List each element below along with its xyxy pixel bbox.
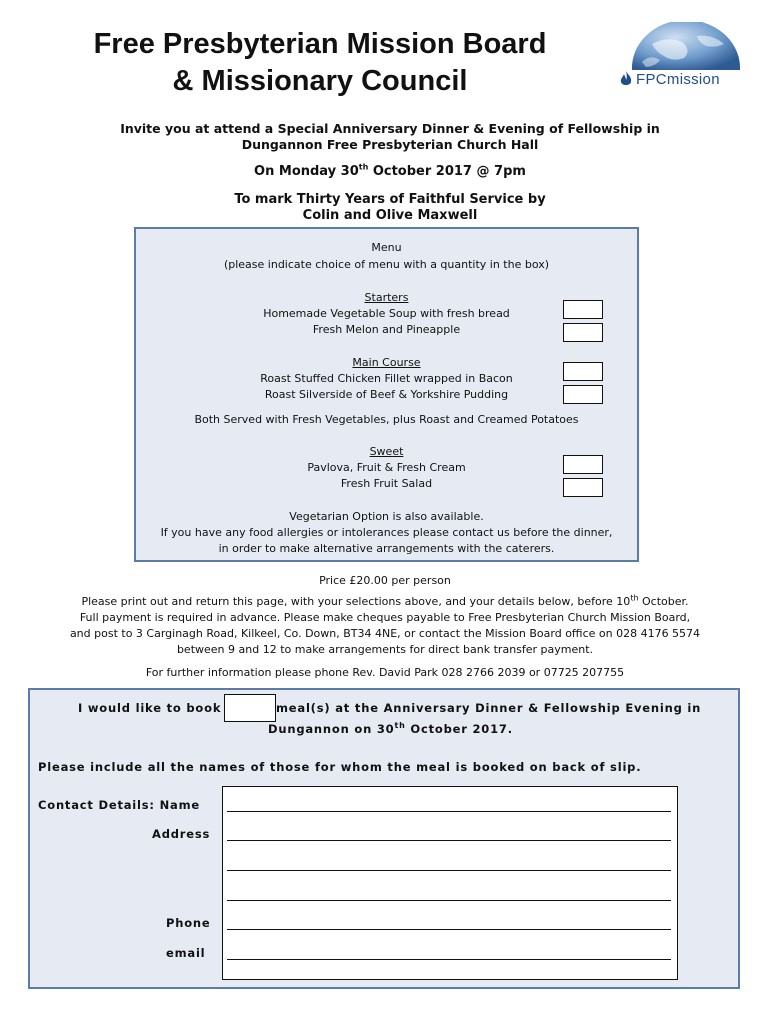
sweet-heading: Sweet [369, 445, 404, 458]
address-field-3[interactable] [227, 900, 671, 901]
return-instructions: Please print out and return this page, with your selections above, and your details below, before 10th October. [81, 593, 689, 608]
main-chicken: Roast Stuffed Chicken Fillet wrapped in Bacon [260, 372, 513, 385]
price: Price £20.00 per person [319, 574, 451, 587]
book-label-post: meal(s) at the Anniversary Dinner & Fellowship Evening in [276, 701, 702, 715]
main-course-heading: Main Course [352, 356, 421, 369]
sweet-fruit-salad-quantity-box[interactable] [563, 478, 603, 497]
booking-slip [28, 688, 740, 989]
postal-address: and post to 3 Carginagh Road, Kilkeel, Co. Down, BT34 4NE, or contact the Mission Board office on 028 4176 5574 [69, 627, 701, 640]
logo-text: FPCmission [636, 71, 720, 88]
email-label: email [166, 946, 206, 960]
page-title [40, 26, 600, 100]
allergy-note-1: If you have any food allergies or intolerances please contact us before the dinner, [160, 526, 613, 539]
starter-soup: Homemade Vegetable Soup with fresh bread [263, 307, 510, 320]
starter-melon-quantity-box[interactable] [563, 323, 603, 342]
main-chicken-quantity-box[interactable] [563, 362, 603, 381]
vegetarian-note: Vegetarian Option is also available. [289, 510, 484, 523]
allergy-note-2: in order to make alternative arrangements with the caterers. [218, 542, 555, 555]
starters-heading: Starters [364, 291, 409, 304]
mark-line-1: To mark Thirty Years of Faithful Service by [234, 192, 546, 207]
main-beef-quantity-box[interactable] [563, 385, 603, 404]
name-field[interactable] [227, 811, 671, 812]
menu-heading: Menu [371, 241, 402, 254]
book-line-2: Dungannon on 30th October 2017. [268, 721, 513, 736]
office-hours: between 9 and 12 to make arrangements for direct bank transfer payment. [176, 643, 594, 656]
sweet-pavlova-quantity-box[interactable] [563, 455, 603, 474]
names-note: Please include all the names of those for whom the meal is booked on back of slip. [38, 760, 642, 774]
main-beef: Roast Silverside of Beef & Yorkshire Pudding [264, 388, 509, 401]
invite-line-2: Dungannon Free Presbyterian Church Hall [241, 137, 539, 152]
flame-icon [620, 71, 632, 87]
address-label: Address [152, 827, 211, 841]
contact-details-box [222, 786, 678, 980]
mark-line-2: Colin and Olive Maxwell [302, 208, 478, 223]
payment-note: Full payment is required in advance. Please make cheques payable to Free Presbyterian Church Mission Board, [79, 611, 691, 624]
sweet-fruit-salad: Fresh Fruit Salad [340, 477, 433, 490]
email-field[interactable] [227, 959, 671, 960]
phone-field[interactable] [227, 929, 671, 930]
book-label-pre: I would like to book [78, 701, 222, 715]
starter-soup-quantity-box[interactable] [563, 300, 603, 319]
phone-label: Phone [166, 916, 211, 930]
sweet-pavlova: Pavlova, Fruit & Fresh Cream [307, 461, 466, 474]
starter-melon: Fresh Melon and Pineapple [312, 323, 461, 336]
globe-logo-icon [612, 22, 742, 102]
invite-line-1: Invite you at attend a Special Anniversary Dinner & Evening of Fellowship in [120, 121, 660, 136]
event-date: On Monday 30th October 2017 @ 7pm [254, 162, 526, 179]
further-info: For further information please phone Rev. David Park 028 2766 2039 or 07725 207755 [145, 666, 625, 679]
menu-instruction: (please indicate choice of menu with a quantity in the box) [223, 258, 550, 271]
menu-panel [134, 227, 639, 562]
meal-count-input[interactable] [224, 694, 276, 722]
address-field-2[interactable] [227, 870, 671, 871]
contact-name-label: Contact Details: Name [38, 798, 201, 812]
sides-note: Both Served with Fresh Vegetables, plus Roast and Creamed Potatoes [194, 413, 579, 426]
title-line-1: Free Presbyterian Mission Board [93, 28, 547, 60]
address-field-1[interactable] [227, 840, 671, 841]
title-line-2: & Missionary Council [172, 65, 468, 97]
